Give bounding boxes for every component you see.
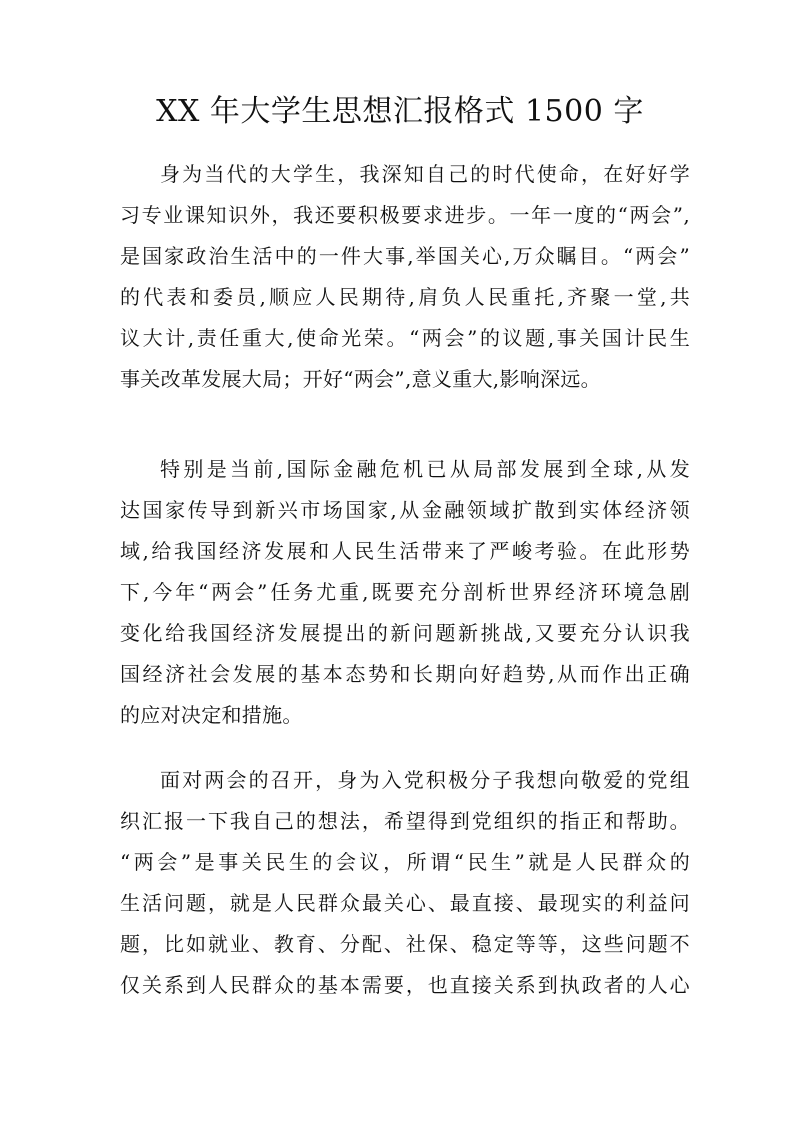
- document-title: XX 年大学生思想汇报格式 1500 字: [156, 94, 644, 129]
- paragraph-3: [120, 760, 690, 1006]
- paragraph-line: 题，比如就业、教育、分配、社保、稳定等等，这些问题不: [120, 932, 690, 956]
- paragraph-line: 身为当代的大学生，我深知自己的时代使命，在好好学: [160, 162, 690, 186]
- paragraph-line: 达国家传导到新兴市场国家,从金融领域扩散到实体经济领: [120, 498, 690, 522]
- paragraph-line: 面对两会的召开，身为入党积极分子我想向敬爱的党组: [160, 768, 690, 792]
- paragraph-line: “两会”是事关民生的会议，所谓“民生”就是人民群众的: [120, 850, 690, 874]
- paragraph-line: 下,今年“两会”任务尤重,既要充分剖析世界经济环境急剧: [120, 580, 690, 604]
- paragraph-line: 习专业课知识外，我还要积极要求进步。一年一度的“两会”,: [120, 203, 690, 227]
- paragraph-line: 议大计,责任重大,使命光荣。“两会”的议题,事关国计民生: [120, 326, 690, 350]
- paragraph-line: 域,给我国经济发展和人民生活带来了严峻考验。在此形势: [120, 539, 690, 563]
- paragraph-line: 织汇报一下我自己的想法，希望得到党组织的指正和帮助。: [120, 809, 690, 833]
- paragraph-2: [120, 449, 690, 736]
- paragraph-line: 变化给我国经济发展提出的新问题新挑战,又要充分认识我: [120, 621, 690, 645]
- paragraph-line: 生活问题，就是人民群众最关心、最直接、最现实的利益问: [120, 891, 690, 915]
- paragraph-line: 国经济社会发展的基本态势和长期向好趋势,从而作出正确: [120, 662, 690, 686]
- paragraph-line: 特别是当前,国际金融危机已从局部发展到全球,从发: [160, 457, 690, 481]
- paragraph-1: [120, 154, 690, 400]
- paragraph-line: 仅关系到人民群众的基本需要，也直接关系到执政者的人心: [120, 973, 690, 997]
- paragraph-line: 是国家政治生活中的一件大事,举国关心,万众瞩目。“两会”: [120, 244, 690, 268]
- paragraph-line: 的代表和委员,顺应人民期待,肩负人民重托,齐聚一堂,共: [120, 285, 690, 309]
- paragraph-line: 的应对决定和措施。: [120, 703, 303, 727]
- paragraph-line: 事关改革发展大局；开好“两会”,意义重大,影响深远。: [120, 367, 601, 391]
